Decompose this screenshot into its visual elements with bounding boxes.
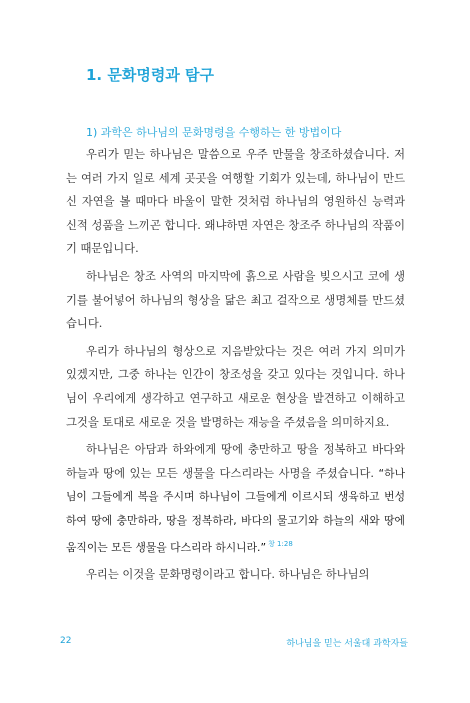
running-footer-title: 하나님을 믿는 서울대 과학자들 (286, 639, 408, 649)
paragraph-3: 우리가 하나님의 형상으로 지음받았다는 것은 여러 가지 의미가 있겠지만, 그중 하나는 인간이 창조성을 갖고 있다는 것입니다. 하나님이 우리에게 생각하고 연구하고 새로운 현상을 발견하고 이해하고 그것을 토대로 새로운 것을 발명하는 재능을 주셨음을 의미하지요. (66, 344, 405, 429)
body-text (66, 143, 405, 590)
paragraph-1: 우리가 믿는 하나님은 말씀으로 우주 만물을 창조하셨습니다. 저는 여러 가지 일로 세계 곳곳을 여행할 기회가 있는데, 하나님이 만드신 자연을 볼 때마다 바울이 말한 것처럼 하나님의 영원하신 능력과 신적 성품을 느끼곤 합니다. 왜냐하면 자연은 창조주 하나님의 작품이기 때문입니다. (66, 148, 405, 256)
paragraph-4 (66, 438, 405, 559)
paragraph-5: 우리는 이것을 문화명령이라고 합니다. 하나님은 하나님의 (86, 567, 370, 581)
section-title: 1) 과학은 하나님의 문화명령을 수행하는 한 방법이다 (86, 126, 342, 139)
page-number: 22 (60, 636, 72, 646)
scripture-quote: “하나님이 그들에게 복을 주시며 하나님이 그들에게 이르시되 생육하고 번성하여 땅에 충만하라, 땅을 정복하라, 바다의 물고기와 하늘의 새와 땅에 움직이는 모든 생물을 다스리라 하시니라.” (66, 466, 405, 554)
paragraph-4-text: 하나님은 아담과 하와에게 땅에 충만하고 땅을 정복하고 바다와 하늘과 땅에 있는 모든 생물을 다스리라는 사명을 주셨습니다. (66, 443, 405, 480)
chapter-title: 1. 문화명령과 탐구 (86, 66, 215, 84)
paragraph-2: 하나님은 창조 사역의 마지막에 흙으로 사람을 빚으시고 코에 생기를 불어넣어 하나님의 형상을 닮은 최고 걸작으로 생명체를 만드셨습니다. (66, 269, 405, 331)
scripture-reference: 창 1:28 (268, 539, 293, 548)
